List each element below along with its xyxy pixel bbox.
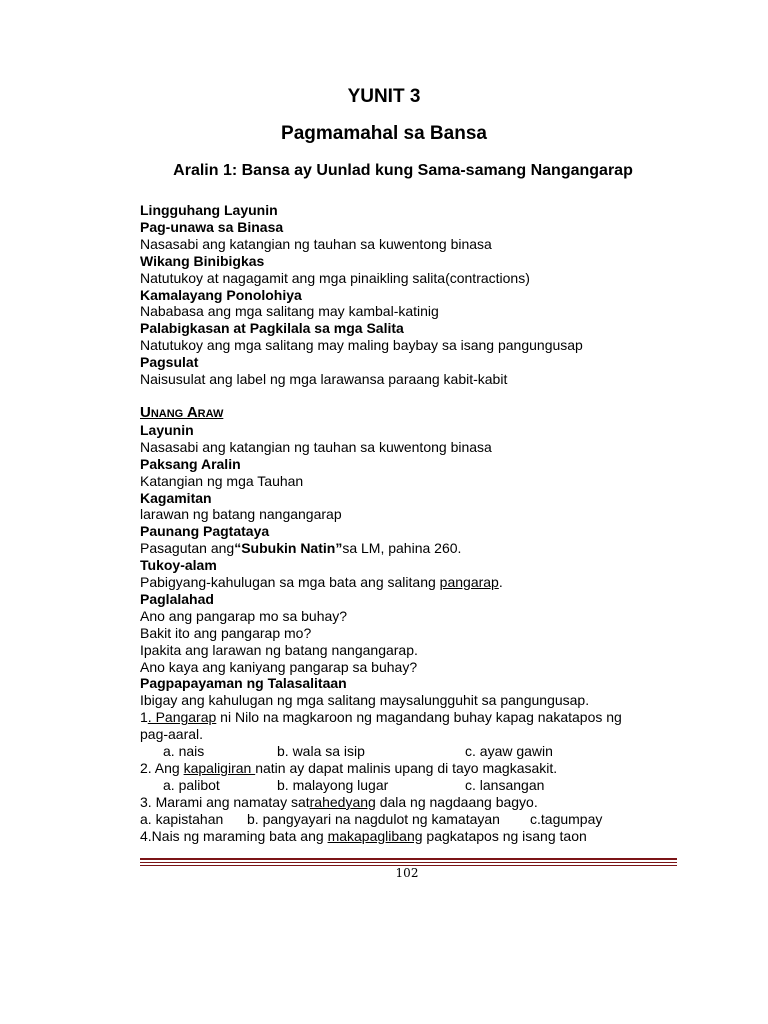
paunang-pre: Pasagutan ang [140, 540, 235, 557]
option: a. nais [163, 743, 205, 760]
objective-label: Wikang Binibigkas [140, 252, 265, 269]
question-1-cont: pag-aaral. [140, 726, 204, 743]
footer-rule [140, 858, 677, 866]
question-2 [140, 760, 700, 777]
question-3 [140, 794, 700, 811]
objective-label: Palabigkasan at Pagkilala sa mga Salita [140, 320, 404, 337]
paunang-bold: “Subukin Natin” [234, 540, 343, 557]
q4-word: makapaglibang [327, 827, 423, 844]
question-3-options [140, 811, 700, 828]
day-heading: Unang Araw [140, 403, 224, 421]
kagamitan-label: Kagamitan [140, 489, 212, 506]
objective-text: Natutukoy at nagagamit ang mga pinaikling salita(contractions) [140, 269, 530, 286]
q2-word: kapaligiran [183, 760, 256, 776]
objective-label: Pag-unawa sa Binasa [140, 218, 284, 235]
paglalahad-line: Bakit ito ang pangarap mo? [140, 624, 312, 641]
paksa-text: Katangian ng mga Tauhan [140, 472, 304, 489]
q4-pre: 4.Nais ng maraming bata ang [140, 827, 328, 844]
paglalahad-line: Ipakita ang larawan ng batang nangangarap. [140, 641, 418, 658]
q1-word: . Pangarap [147, 709, 217, 726]
objective-text: Natutukoy ang mga salitang may maling baybay sa isang pangungusap [140, 337, 583, 354]
footer-rule-line [140, 858, 677, 860]
lesson-content [140, 202, 700, 845]
objective-label: Pagsulat [140, 354, 199, 371]
q4-rest: pagkatapos ng isang taon [422, 827, 587, 844]
tukoy-word: pangarap [439, 574, 499, 591]
option: b. wala sa isip [277, 743, 365, 760]
paunang-text [140, 540, 700, 557]
layunin-label: Layunin [140, 421, 194, 438]
paunang-post: sa LM, pahina 260. [342, 540, 462, 557]
paksa-label: Paksang Aralin [140, 455, 241, 472]
paglalahad-line: Ano kaya ang kaniyang pangarap sa buhay? [140, 658, 418, 675]
q3-rest: dala ng nagdaang bagyo. [375, 793, 538, 810]
q2-pre: 2. Ang [140, 760, 184, 776]
option: c. ayaw gawin [465, 743, 553, 760]
option: c.tagumpay [530, 810, 603, 827]
paunang-label: Paunang Pagtataya [140, 523, 270, 540]
lesson-title: Aralin 1: Bansa ay Uunlad kung Sama-samang Nangangarap [173, 162, 633, 179]
option: a. palibot [163, 776, 220, 793]
layunin-text: Nasasabi ang katangian ng tauhan sa kuwentong binasa [140, 438, 492, 455]
pagpapayaman-instruction: Ibigay ang kahulugan ng mga salitang maysalungguhit sa pangungusap. [140, 692, 590, 709]
option: b. malayong lugar [277, 776, 389, 793]
option: c. lansangan [465, 776, 545, 793]
tukoy-text [140, 574, 700, 591]
tukoy-label: Tukoy-alam [140, 557, 217, 574]
q3-word: rahedyang [309, 793, 376, 810]
option: b. pangyayari na nagdulot ng kamatayan [247, 810, 500, 827]
question-1-options [140, 743, 700, 760]
unit-subtitle: Pagmamahal sa Bansa [281, 123, 487, 144]
question-1 [140, 709, 700, 726]
option: a. kapistahan [140, 810, 224, 827]
q3-pre: 3. Marami ang namatay sat [140, 793, 310, 810]
unit-title: YUNIT 3 [347, 86, 421, 107]
objectives-heading: Lingguhang Layunin [140, 202, 278, 218]
pagpapayaman-label: Pagpapayaman ng Talasalitaan [140, 675, 347, 692]
question-2-options [140, 777, 700, 794]
page-number: 102 [395, 866, 419, 880]
q2-rest: natin ay dapat malinis upang di tayo magkasakit. [255, 760, 558, 776]
kagamitan-text: larawan ng batang nangangarap [140, 506, 342, 523]
q1-num: 1 [140, 709, 148, 726]
paglalahad-label: Paglalahad [140, 590, 214, 607]
objective-label: Kamalayang Ponolohiya [140, 286, 302, 303]
tukoy-post: . [498, 574, 503, 591]
tukoy-pre: Pabigyang-kahulugan sa mga bata ang salitang [140, 574, 440, 591]
objective-text: Nababasa ang mga salitang may kambal-katinig [140, 303, 439, 320]
question-4 [140, 828, 700, 845]
paglalahad-line: Ano ang pangarap mo sa buhay? [140, 607, 348, 624]
objective-text: Nasasabi ang katangian ng tauhan sa kuwentong binasa [140, 235, 492, 252]
objective-text: Naisusulat ang label ng mga larawansa paraang kabit-kabit [140, 371, 508, 388]
footer-rule-line [140, 862, 677, 863]
q1-rest: ni Nilo na magkaroon ng magandang buhay kapag nakatapos ng [216, 709, 622, 726]
